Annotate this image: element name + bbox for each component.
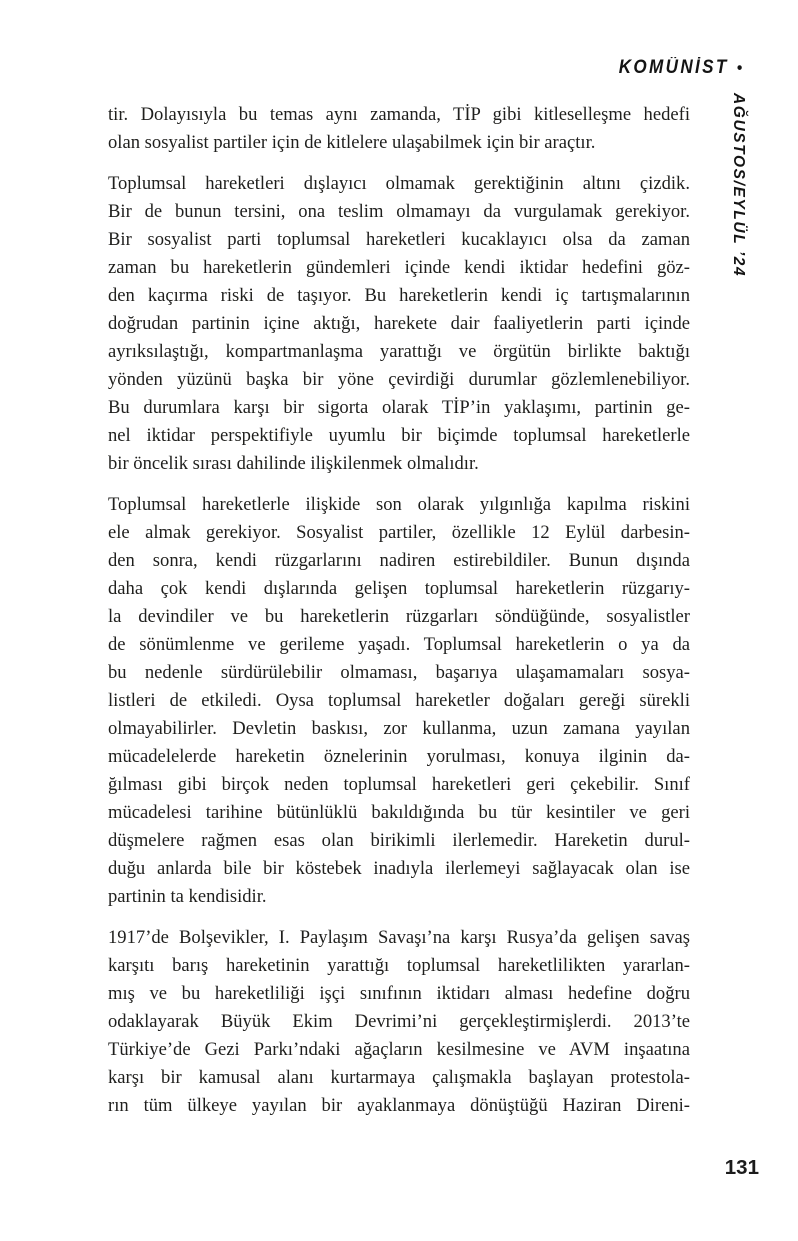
text-line: olmayabilirler. Devletin baskısı, zor kullanma, uzun zamana yayılan bbox=[108, 718, 690, 739]
text-line: düşmelere rağmen esas olan birikimli ilerlemedir. Hareketin durul- bbox=[108, 830, 690, 851]
text-line: partinin ta kendisidir. bbox=[108, 886, 267, 907]
text-line: duğu anlarda bile bir köstebek inadıyla ilerlemeyi sağlayacak olan ise bbox=[108, 858, 690, 879]
text-line: den kaçırma riski de taşıyor. Bu hareketlerin kendi iç tartışmalarının bbox=[108, 285, 690, 306]
text-line: de sönümlenme ve gerileme yaşadı. Toplumsal hareketlerin o ya da bbox=[108, 634, 690, 655]
text-line: Türkiye’de Gezi Parkı’ndaki ağaçların kesilmesine ve AVM inşaatına bbox=[108, 1039, 690, 1060]
text-line: ayrıksılaştığı, kompartmanlaşma yarattığı ve örgütün birlikte baktığı bbox=[108, 341, 690, 362]
text-line: karşıtı barış hareketinin yarattığı toplumsal hareketlilikten yararlan- bbox=[108, 955, 690, 976]
text-line: daha çok kendi dışlarında gelişen toplumsal hareketlerin rüzgarıy- bbox=[108, 578, 690, 599]
bullet-separator-icon: • bbox=[736, 58, 742, 77]
text-line: Toplumsal hareketleri dışlayıcı olmamak gerektiğinin altını çizdik. bbox=[108, 173, 690, 194]
text-line: ğılması gibi birçok neden toplumsal hareketleri geri çekebilir. Sınıf bbox=[108, 774, 690, 795]
text-line: mücadelesi tarihine bütünlüklü bakıldığında bu tür kesintiler ve geri bbox=[108, 802, 690, 823]
text-line: odaklayarak Büyük Ekim Devrimi’ni gerçekleştirmişlerdi. 2013’te bbox=[108, 1011, 690, 1032]
text-line: 1917’de Bolşevikler, I. Paylaşım Savaşı’na karşı Rusya’da gelişen savaş bbox=[108, 927, 690, 948]
text-line: bu nedenle sürdürülebilir olmaması, başarıya ulaşamamaları sosya- bbox=[108, 662, 690, 683]
paragraph bbox=[108, 170, 690, 478]
paragraph bbox=[108, 924, 690, 1120]
text-line: olan sosyalist partiler için de kitlelere ulaşabilmek için bir araçtır. bbox=[108, 132, 596, 153]
text-line: rın tüm ülkeye yayılan bir ayaklanmaya dönüştüğü Haziran Direni- bbox=[108, 1095, 690, 1116]
paragraph bbox=[108, 491, 690, 911]
text-line: mış ve bu hareketliliği işçi sınıfının iktidarı alması hedefine doğru bbox=[108, 983, 690, 1004]
text-line: Bir de bunun tersini, ona teslim olmamayı da vurgulamak gerekiyor. bbox=[108, 201, 690, 222]
text-line: yönden yüzünü başka bir yöne çevirdiği durumlar gözlemlenebiliyor. bbox=[108, 369, 690, 390]
journal-title bbox=[619, 57, 742, 79]
text-line: Bu durumlara karşı bir sigorta olarak TİP’in yaklaşımı, partinin ge- bbox=[108, 397, 690, 418]
text-line: den sonra, kendi rüzgarlarını nadiren estirebildiler. Bunun dışında bbox=[108, 550, 690, 571]
text-line: tir. Dolayısıyla bu temas aynı zamanda, TİP gibi kitleselleşme hedefi bbox=[108, 104, 690, 125]
journal-title-text: KOMÜNİST bbox=[618, 57, 729, 78]
page-number: 131 bbox=[724, 1156, 759, 1179]
text-line: doğrudan partinin içine aktığı, harekete dair faaliyetlerin parti içinde bbox=[108, 313, 690, 334]
text-line: mücadelelerde hareketin öznelerinin yorulması, konuya ilginin da- bbox=[108, 746, 690, 767]
article-body bbox=[108, 101, 690, 1133]
text-line: Toplumsal hareketlerle ilişkide son olarak yılgınlığa kapılma riskini bbox=[108, 494, 690, 515]
text-line: la devindiler ve bu hareketlerin rüzgarları söndüğünde, sosyalistler bbox=[108, 606, 690, 627]
text-line: zaman bu hareketlerin gündemleri içinde kendi iktidar hedefini göz- bbox=[108, 257, 690, 278]
text-line: karşı bir kamusal alanı kurtarmaya çalışmakla başlayan protestola- bbox=[108, 1067, 690, 1088]
issue-date-vertical-label: AĞUSTOS/EYLÜL ’24 bbox=[730, 93, 747, 278]
text-line: ele almak gerekiyor. Sosyalist partiler, özellikle 12 Eylül darbesin- bbox=[108, 522, 690, 543]
text-line: nel iktidar perspektifiyle uyumlu bir biçimde toplumsal hareketlerle bbox=[108, 425, 690, 446]
text-line: listleri de etkiledi. Oysa toplumsal hareketler doğaları gereği sürekli bbox=[108, 690, 690, 711]
text-line: bir öncelik sırası dahilinde ilişkilenmek olmalıdır. bbox=[108, 453, 479, 474]
paragraph bbox=[108, 101, 690, 157]
text-line: Bir sosyalist parti toplumsal hareketleri kucaklayıcı olsa da zaman bbox=[108, 229, 690, 250]
